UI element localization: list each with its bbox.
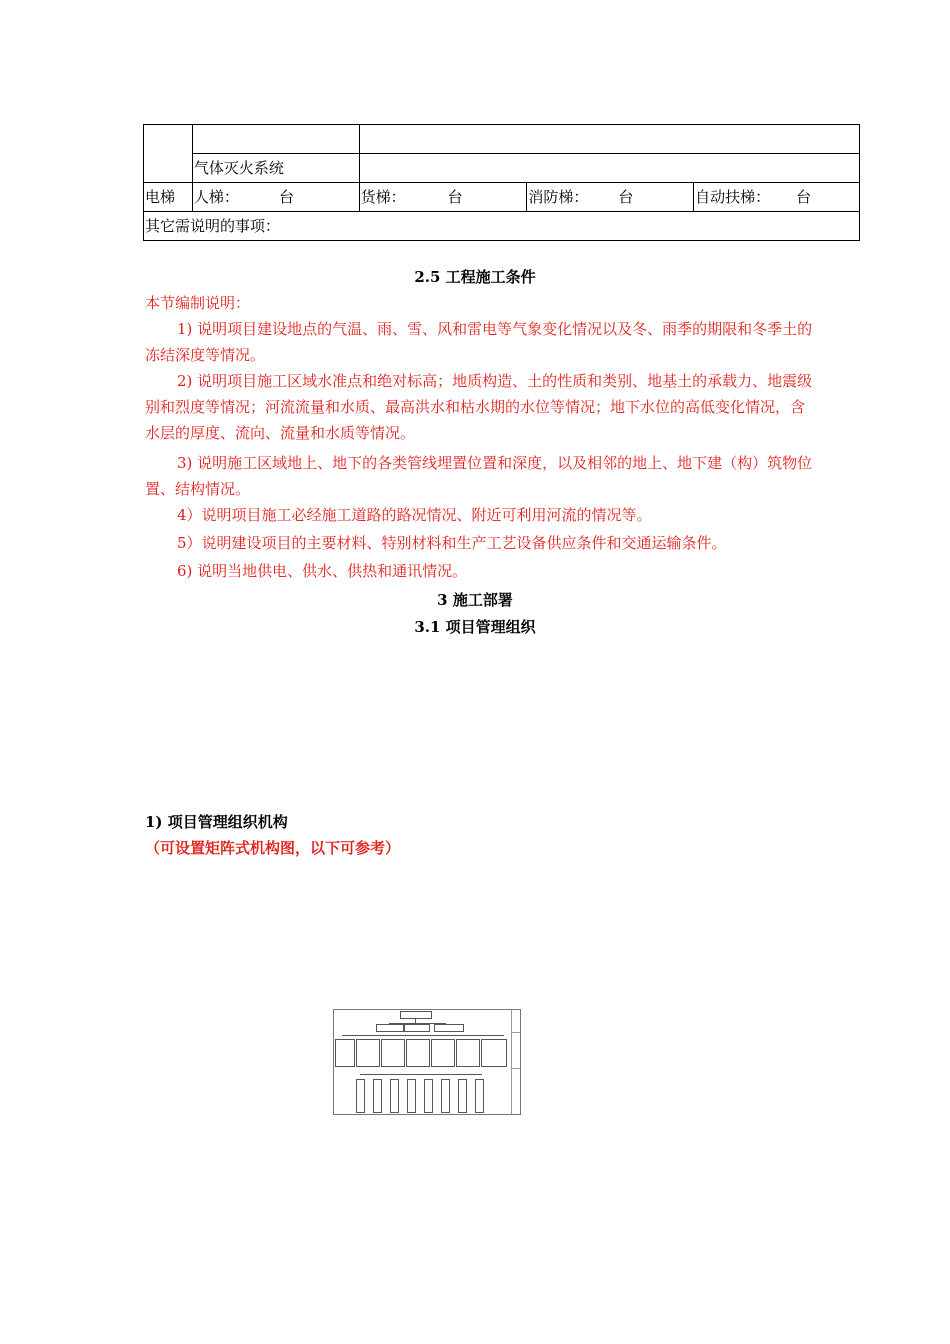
- passenger-label: 人梯：: [193, 188, 239, 206]
- condition-item-6: 6) 说明当地供电、供水、供热和通讯情况。: [177, 562, 468, 580]
- org-structure-heading: 1) 项目管理组织机构: [145, 813, 288, 831]
- org-box-level2: [404, 1024, 430, 1032]
- fire-label: 消防梯：: [528, 188, 589, 206]
- org-dept-box: [431, 1039, 455, 1067]
- org-dept-box: [481, 1039, 507, 1067]
- fire-elevator-cell: [527, 183, 694, 212]
- unit-label: 台: [447, 188, 463, 206]
- elevator-label: 电梯: [144, 183, 193, 212]
- table-cell-empty: [144, 125, 193, 183]
- org-dept-box: [406, 1039, 430, 1067]
- org-dept-box: [456, 1039, 480, 1067]
- org-team-box: [390, 1079, 399, 1113]
- org-dept-box: [381, 1039, 405, 1067]
- unit-label: 台: [618, 188, 634, 206]
- org-dept-box: [335, 1039, 355, 1067]
- table-row: [144, 154, 860, 183]
- freight-label: 货梯：: [360, 188, 406, 206]
- org-line: [342, 1035, 504, 1036]
- freight-elevator-cell: [359, 183, 527, 212]
- org-chart-divider: [512, 1068, 520, 1069]
- org-team-box: [441, 1079, 450, 1113]
- table-cell-empty: [359, 125, 859, 154]
- org-team-box: [475, 1079, 484, 1113]
- org-structure-note: （可设置矩阵式机构图，以下可参考）: [145, 839, 401, 857]
- org-team-box: [424, 1079, 433, 1113]
- gas-system-label: 气体灭火系统: [192, 154, 359, 183]
- section-3-title: 3 施工部署: [437, 591, 513, 609]
- section-3-1-title: 3.1 项目管理组织: [414, 618, 536, 636]
- notes-row: [144, 212, 860, 241]
- org-team-box: [407, 1079, 416, 1113]
- passenger-elevator-cell: [192, 183, 359, 212]
- condition-item-4: 4）说明项目施工必经施工道路的路况情况、附近可利用河流的情况等。: [177, 506, 652, 524]
- table-cell-empty: [192, 125, 359, 154]
- escalator-label: 自动扶梯：: [695, 188, 771, 206]
- org-chart-divider: [512, 1032, 520, 1033]
- escalator-cell: [694, 183, 860, 212]
- table-row: [144, 125, 860, 154]
- org-line: [360, 1074, 482, 1075]
- unit-label: 台: [796, 188, 812, 206]
- elevator-row: [144, 183, 860, 212]
- org-chart-side-band: [511, 1010, 520, 1114]
- table-cell-empty: [359, 154, 859, 183]
- section-2-5-title: 2.5 工程施工条件: [414, 268, 536, 286]
- condition-item-1: 1) 说明项目建设地点的气温、雨、雪、风和雷电等气象变化情况以及冬、雨季的期限和冬季土的冻结深度等情况。: [145, 320, 813, 364]
- section-intro: 本节编制说明：: [145, 294, 251, 312]
- condition-item-5: 5）说明建设项目的主要材料、特别材料和生产工艺设备供应条件和交通运输条件。: [177, 534, 727, 552]
- org-dept-box: [356, 1039, 380, 1067]
- org-box-level2: [434, 1024, 464, 1032]
- unit-label: 台: [278, 188, 294, 206]
- org-chart-image: [333, 1009, 521, 1115]
- org-team-box: [458, 1079, 467, 1113]
- condition-item-3: 3) 说明施工区域地上、地下的各类管线埋置位置和深度，以及相邻的地上、地下建（构）筑物位置、结构情况。: [145, 454, 813, 498]
- condition-item-2: 2) 说明项目施工区域水准点和绝对标高；地质构造、土的性质和类别、地基土的承载力、地震级别和烈度等情况；河流流量和水质、最高洪水和枯水期的水位等情况；地下水位的高低变化情况，含水层的厚度、流向、流量和水质等情况。: [145, 372, 813, 442]
- org-box-level2: [376, 1024, 404, 1032]
- building-systems-table: [143, 124, 860, 241]
- org-box-top: [400, 1011, 432, 1019]
- org-team-box: [356, 1079, 365, 1113]
- org-team-box: [373, 1079, 382, 1113]
- other-notes-cell: 其它需说明的事项：: [144, 212, 860, 241]
